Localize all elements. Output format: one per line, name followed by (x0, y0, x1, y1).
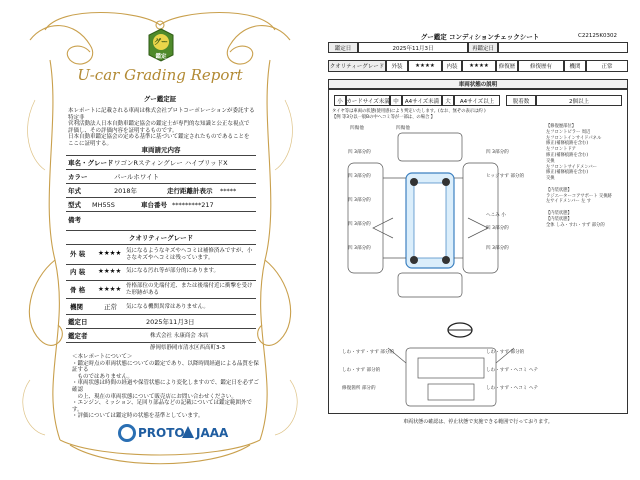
note-line-1: タイヤ等は車両の状態(使用感)により判定いたします。(なお、無ぞの表示は約 ) (332, 109, 486, 114)
damage-label: 凹 3部分的 (348, 174, 371, 179)
side-note: 交換 (546, 176, 555, 182)
note-line: ・評価については鑑定時の状態を基準としています。 (72, 413, 204, 420)
damage-label: 凹 3部分的 (486, 150, 509, 155)
scale-medium-desc: A4サイズ未満 (402, 95, 442, 106)
note-line: ・エンジン、ミッション、足回り部品などの記載については鑑定範囲外です。 (72, 400, 253, 413)
damage-label: 凹 3部分的 (348, 222, 371, 227)
odo-value: ***** (220, 187, 237, 195)
damage-label: 修復箇所 部分的 (342, 386, 376, 391)
side-notes (546, 124, 626, 228)
proto-logo-text: PROTO (138, 426, 185, 440)
side-note: 左サイドメンバー 左 す (546, 199, 592, 205)
appraiser-value: 株式会社 永康商会 本店 (150, 333, 209, 339)
interior-label: 内 装 (70, 268, 86, 276)
engine-label: 機関 (564, 60, 586, 72)
side-note: 修正(補修痕跡を含む) (546, 141, 589, 147)
note-line: ・鑑定時点の車両状態についての鑑定であり、以降時間経過による品質を保証する (72, 360, 259, 374)
scale-large-desc: A4サイズ以上 (454, 95, 500, 106)
intro-line: ここに証明する。 (68, 140, 113, 147)
side-note: 左フロントピラー 周辺 (546, 129, 591, 135)
appraisal-date-label: 鑑定日 (68, 318, 88, 326)
model-value: ワゴンRスティングレー ハイブリッドX (114, 159, 228, 167)
goo-appraisal-badge (148, 28, 174, 62)
notes-title: ＜本レポートについて＞ (72, 354, 133, 360)
vehicle-section-title: 車両請元内容 (141, 146, 181, 154)
damage-label: へこみ 小 (486, 213, 506, 218)
interior-text: 気になる汚れ等が部分的にあります。 (126, 268, 220, 274)
exterior-stars: ★★★★ (408, 60, 442, 72)
note-line-2: 【例 等3分以一般Bの中へコミ等が一部は、の場合 】 (332, 115, 435, 120)
side-note: 【内装状態】 (546, 210, 572, 216)
intro-line: 本レポートに記載される車両は株式会社プロトコーポレーションが委託する特定非 (68, 108, 255, 121)
appraiser-label: 鑑定者 (68, 332, 88, 340)
remarks-label: 備考 (68, 216, 81, 224)
side-note: 左フロントドア (546, 147, 576, 153)
report-script-title: U-car Grading Report (77, 66, 243, 84)
scale-large: 大 (442, 95, 454, 106)
damage-label: しわ・すず・ヘコミ ヘテ (486, 368, 539, 373)
repair-history-value: 修復歴有 (518, 60, 564, 72)
exterior-stars: ★★★★ (98, 249, 122, 257)
note-line: の上、現在の車両状態について販売店にお問い合わせください。 (72, 393, 237, 400)
color-value: パールホワイト (114, 173, 160, 181)
reappraisal-value (498, 42, 628, 53)
quality-grade-label: クオリティーグレード (328, 60, 386, 72)
damage-label: ヒッジすず 部分的 (486, 174, 525, 179)
date-value: 2025年11月3日 (358, 42, 468, 53)
side-note: 【修復歴部位】 (546, 124, 577, 129)
intro-text (68, 108, 258, 148)
engine-text: 気になる機関異常はありません。 (126, 304, 209, 310)
side-note: 全体 しみ・すれ・すず 部分的 (546, 222, 605, 228)
scale-small: 小 (334, 95, 346, 106)
damage-label: 凹傷他 (350, 126, 364, 131)
notes-block (72, 354, 262, 420)
year-value: 2018年 (114, 187, 138, 195)
exterior-label: 外 装 (70, 250, 86, 258)
reappraisal-label: 再鑑定日 (468, 42, 498, 53)
appraisal-date-value: 2025年11月3日 (146, 318, 195, 326)
side-note: 交換 (546, 158, 555, 164)
condition-check-sheet (320, 0, 640, 480)
scale-small-desc: カードサイズ未満 (346, 95, 390, 106)
date-label: 鑑定日 (328, 42, 358, 53)
damage-label: 凹 3部分的 (486, 246, 509, 251)
chassis-label: 車台番号 (141, 201, 167, 209)
side-note: 修正(補修痕跡を含む) (546, 152, 589, 158)
exterior-label: 外装 (386, 60, 408, 72)
footer-note: 車両状態の確認は、停止状態で実施できる範囲で行っております。 (403, 419, 553, 425)
jaaa-logo-icon (182, 426, 194, 438)
scale-medium: 中 (390, 95, 402, 106)
count-label: 脱着数 (506, 95, 536, 106)
intro-line: 評価し、その評価内容を証明するものです。 (68, 127, 178, 134)
badge-bottom-text: 鑑定 (155, 54, 167, 60)
cert-name: グー鑑定証 (143, 95, 177, 103)
damage-label: しわ・すず 部分的 (486, 350, 525, 355)
engine-value: 正常 (104, 303, 117, 311)
chassis-value: *********217 (172, 201, 214, 209)
type-label: 型式 (68, 201, 81, 209)
interior-label: 内装 (442, 60, 462, 72)
count-value: 2個以上 (536, 95, 622, 106)
appraiser-address: 静岡県静岡市清水区西高町3-3 (150, 345, 225, 351)
damage-label: 凹傷他 (396, 126, 410, 131)
side-note: 左フロントサイドメンバー (546, 164, 597, 170)
damage-label: しわ・すず 部分的 (342, 368, 381, 373)
side-note: 修正(補修痕跡を含む) (546, 170, 589, 176)
doc-number: C22125K0302 (578, 33, 617, 39)
type-value: MH55S (92, 201, 115, 209)
side-note: 【内装状態】 (546, 187, 572, 193)
year-label: 年式 (68, 187, 81, 195)
damage-label: 凹 3部分的 (348, 246, 371, 251)
damage-label: しわ・すず・ヘコミ ヘテ (486, 386, 539, 391)
engine-value: 正常 (586, 60, 628, 72)
side-note: 左フロントインサイドパネル (546, 135, 602, 141)
damage-label: 凹 3部分的 (348, 150, 371, 155)
frame-text: 骨格部位の先端付近、または後端付近に衝撃を受けた形跡がある (126, 283, 253, 296)
model-label: 車名・グレード (68, 159, 114, 167)
interior-stars: ★★★★ (462, 60, 496, 72)
side-note: 【内装状態】 (546, 216, 572, 222)
sheet-title: グー鑑定 コンディションチェックシート (420, 33, 540, 41)
jaaa-logo-text: JAAA (196, 426, 229, 440)
badge-top-text: グー (154, 38, 168, 46)
proto-logo-icon (118, 424, 136, 442)
color-label: カラー (68, 173, 88, 181)
condition-section-title: 車両状態の説明 (328, 79, 628, 89)
quality-section-title: クオリティーグレード (128, 234, 194, 242)
damage-label: しわ・すず・すず 部分的 (342, 350, 395, 355)
engine-label: 機関 (70, 303, 83, 311)
note-line: ものではありません。 (72, 373, 133, 380)
frame-label: 骨 格 (70, 286, 86, 294)
exterior-text: 気になるようなキズやヘコミは補修済みですが、小さなキズやヘコミは残っています。 (126, 248, 253, 261)
odo-label: 走行距離計表示 (167, 187, 213, 195)
interior-stars: ★★★★ (98, 267, 122, 275)
intro-line: 営利活動法人日本自動車鑑定協会の鑑定士が専門的な知識と公正な視点で (68, 121, 250, 128)
damage-label: 凹 3部分的 (348, 198, 371, 203)
damage-label: 凹 3部分的 (486, 226, 509, 231)
side-note: ラジエーターコアサポート 交換跡 (546, 193, 612, 199)
frame-stars: ★★★★ (98, 285, 122, 293)
note-line: ・車両状態は時間の経過や保管状態により変化しますので、鑑定日を必ずご確認 (72, 380, 259, 393)
repair-history-label: 修復歴 (496, 60, 518, 72)
intro-line: 日本自動車鑑定協会の定める基準に基づいて鑑定されたものであることを (68, 134, 250, 141)
